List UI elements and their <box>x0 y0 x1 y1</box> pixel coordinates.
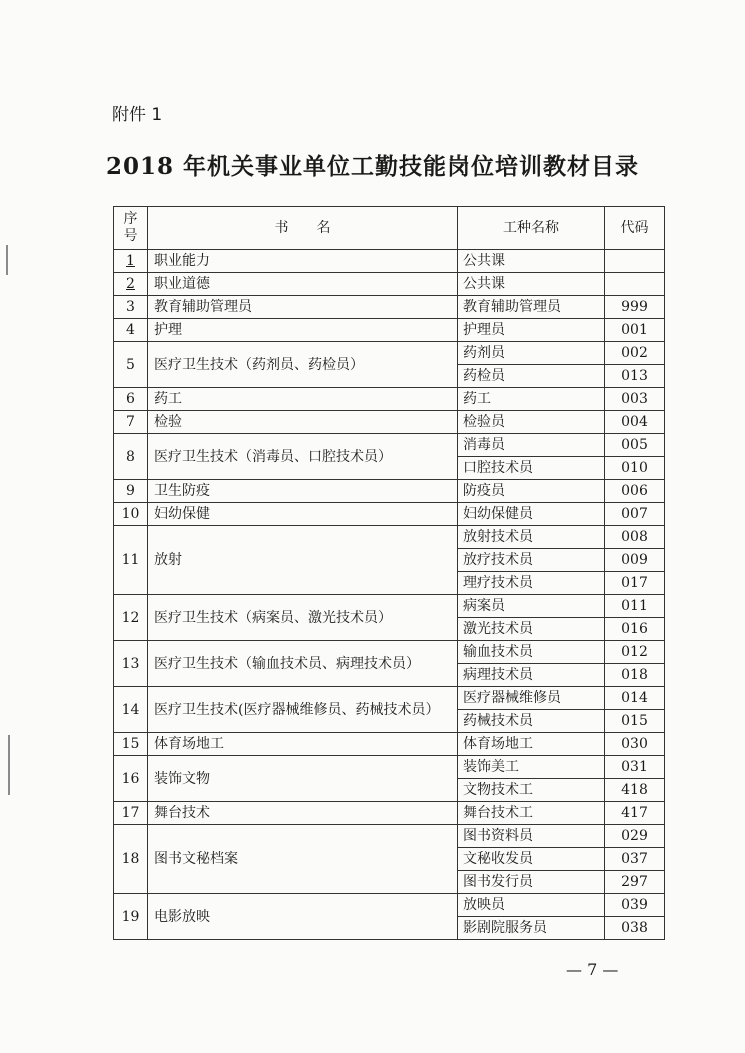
book-title-cell: 职业道德 <box>148 273 458 296</box>
serial-cell: 19 <box>114 894 148 940</box>
serial-cell: 4 <box>114 319 148 342</box>
job-code-cell: 003 <box>605 388 665 411</box>
job-code-cell: 012 <box>605 641 665 664</box>
catalog-body <box>114 250 665 940</box>
job-code-cell <box>605 250 665 273</box>
serial-cell: 2 <box>114 273 148 296</box>
book-title-cell: 电影放映 <box>148 894 458 940</box>
book-title-cell: 图书文秘档案 <box>148 825 458 894</box>
job-name-cell: 护理员 <box>458 319 605 342</box>
job-name-cell: 理疗技术员 <box>458 572 605 595</box>
serial-cell: 9 <box>114 480 148 503</box>
book-title-cell: 妇幼保健 <box>148 503 458 526</box>
serial-cell: 12 <box>114 595 148 641</box>
page-number: — 7 — <box>566 960 619 979</box>
job-code-cell: 030 <box>605 733 665 756</box>
book-title-cell: 护理 <box>148 319 458 342</box>
serial-cell: 17 <box>114 802 148 825</box>
serial-cell: 6 <box>114 388 148 411</box>
table-row <box>114 319 665 342</box>
job-code-cell: 014 <box>605 687 665 710</box>
job-code-cell: 039 <box>605 894 665 917</box>
job-name-cell: 病案员 <box>458 595 605 618</box>
header-serial-line2: 号 <box>123 228 138 244</box>
table-row <box>114 756 665 779</box>
book-title-cell: 医疗卫生技术(医疗器械维修员、药械技术员） <box>148 687 458 733</box>
serial-cell: 11 <box>114 526 148 595</box>
job-code-cell: 004 <box>605 411 665 434</box>
serial-cell: 15 <box>114 733 148 756</box>
table-row <box>114 250 665 273</box>
book-title-cell: 医疗卫生技术（消毒员、口腔技术员） <box>148 434 458 480</box>
table-row <box>114 480 665 503</box>
book-title-cell: 体育场地工 <box>148 733 458 756</box>
job-code-cell: 009 <box>605 549 665 572</box>
table-row <box>114 825 665 848</box>
table-row <box>114 296 665 319</box>
table-header-row <box>114 207 665 250</box>
job-code-cell: 031 <box>605 756 665 779</box>
table-row <box>114 411 665 434</box>
job-name-cell: 体育场地工 <box>458 733 605 756</box>
job-name-cell: 文秘收发员 <box>458 848 605 871</box>
job-code-cell: 018 <box>605 664 665 687</box>
book-title-cell: 医疗卫生技术（药剂员、药检员） <box>148 342 458 388</box>
job-code-cell: 011 <box>605 595 665 618</box>
table-row <box>114 595 665 618</box>
table-row <box>114 434 665 457</box>
header-book: 书 名 <box>148 207 458 250</box>
book-title-cell: 药工 <box>148 388 458 411</box>
job-name-cell: 图书发行员 <box>458 871 605 894</box>
job-name-cell: 教育辅助管理员 <box>458 296 605 319</box>
book-title-cell: 卫生防疫 <box>148 480 458 503</box>
job-code-cell: 010 <box>605 457 665 480</box>
serial-cell: 14 <box>114 687 148 733</box>
header-serial <box>114 207 148 250</box>
job-code-cell: 006 <box>605 480 665 503</box>
job-code-cell: 007 <box>605 503 665 526</box>
table-row <box>114 687 665 710</box>
catalog-table <box>113 206 665 940</box>
job-name-cell: 影剧院服务员 <box>458 917 605 940</box>
serial-cell: 3 <box>114 296 148 319</box>
job-name-cell: 公共课 <box>458 273 605 296</box>
book-title-cell: 职业能力 <box>148 250 458 273</box>
serial-cell: 18 <box>114 825 148 894</box>
job-code-cell: 038 <box>605 917 665 940</box>
job-code-cell: 002 <box>605 342 665 365</box>
job-name-cell: 放射技术员 <box>458 526 605 549</box>
table-row <box>114 526 665 549</box>
job-name-cell: 药工 <box>458 388 605 411</box>
job-name-cell: 消毒员 <box>458 434 605 457</box>
table-row <box>114 388 665 411</box>
job-name-cell: 放疗技术员 <box>458 549 605 572</box>
serial-cell: 13 <box>114 641 148 687</box>
page-title: 2018 年机关事业单位工勤技能岗位培训教材目录 <box>105 153 640 180</box>
job-code-cell: 037 <box>605 848 665 871</box>
book-title-cell: 检验 <box>148 411 458 434</box>
job-code-cell: 297 <box>605 871 665 894</box>
job-code-cell: 001 <box>605 319 665 342</box>
table-row <box>114 273 665 296</box>
job-code-cell: 017 <box>605 572 665 595</box>
serial-cell: 5 <box>114 342 148 388</box>
book-title-cell: 医疗卫生技术（病案员、激光技术员） <box>148 595 458 641</box>
job-name-cell: 舞台技术工 <box>458 802 605 825</box>
job-name-cell: 装饰美工 <box>458 756 605 779</box>
job-code-cell: 013 <box>605 365 665 388</box>
job-code-cell: 015 <box>605 710 665 733</box>
book-title-cell: 舞台技术 <box>148 802 458 825</box>
job-code-cell: 029 <box>605 825 665 848</box>
header-code: 代码 <box>605 207 665 250</box>
serial-cell: 8 <box>114 434 148 480</box>
serial-cell: 10 <box>114 503 148 526</box>
job-name-cell: 药检员 <box>458 365 605 388</box>
book-title-cell: 装饰文物 <box>148 756 458 802</box>
job-name-cell: 激光技术员 <box>458 618 605 641</box>
job-name-cell: 输血技术员 <box>458 641 605 664</box>
book-title-cell: 教育辅助管理员 <box>148 296 458 319</box>
table-row <box>114 802 665 825</box>
job-name-cell: 防疫员 <box>458 480 605 503</box>
job-code-cell <box>605 273 665 296</box>
job-name-cell: 病理技术员 <box>458 664 605 687</box>
job-code-cell: 999 <box>605 296 665 319</box>
job-code-cell: 005 <box>605 434 665 457</box>
job-name-cell: 检验员 <box>458 411 605 434</box>
job-name-cell: 药械技术员 <box>458 710 605 733</box>
job-name-cell: 妇幼保健员 <box>458 503 605 526</box>
header-job: 工种名称 <box>458 207 605 250</box>
serial-cell: 16 <box>114 756 148 802</box>
job-code-cell: 418 <box>605 779 665 802</box>
job-name-cell: 图书资料员 <box>458 825 605 848</box>
job-name-cell: 放映员 <box>458 894 605 917</box>
table-row <box>114 894 665 917</box>
table-row <box>114 503 665 526</box>
job-code-cell: 016 <box>605 618 665 641</box>
job-name-cell: 医疗器械维修员 <box>458 687 605 710</box>
job-name-cell: 口腔技术员 <box>458 457 605 480</box>
table-row <box>114 641 665 664</box>
serial-cell: 1 <box>114 250 148 273</box>
job-name-cell: 文物技术工 <box>458 779 605 802</box>
serial-cell: 7 <box>114 411 148 434</box>
job-name-cell: 药剂员 <box>458 342 605 365</box>
scan-edge-mark <box>6 245 8 275</box>
attachment-label: 附件 1 <box>112 105 163 125</box>
book-title-cell: 放射 <box>148 526 458 595</box>
job-name-cell: 公共课 <box>458 250 605 273</box>
table-row <box>114 733 665 756</box>
scan-edge-mark <box>8 735 10 795</box>
table-row <box>114 342 665 365</box>
book-title-cell: 医疗卫生技术（输血技术员、病理技术员） <box>148 641 458 687</box>
header-serial-line1: 序 <box>123 211 138 227</box>
job-code-cell: 008 <box>605 526 665 549</box>
job-code-cell: 417 <box>605 802 665 825</box>
